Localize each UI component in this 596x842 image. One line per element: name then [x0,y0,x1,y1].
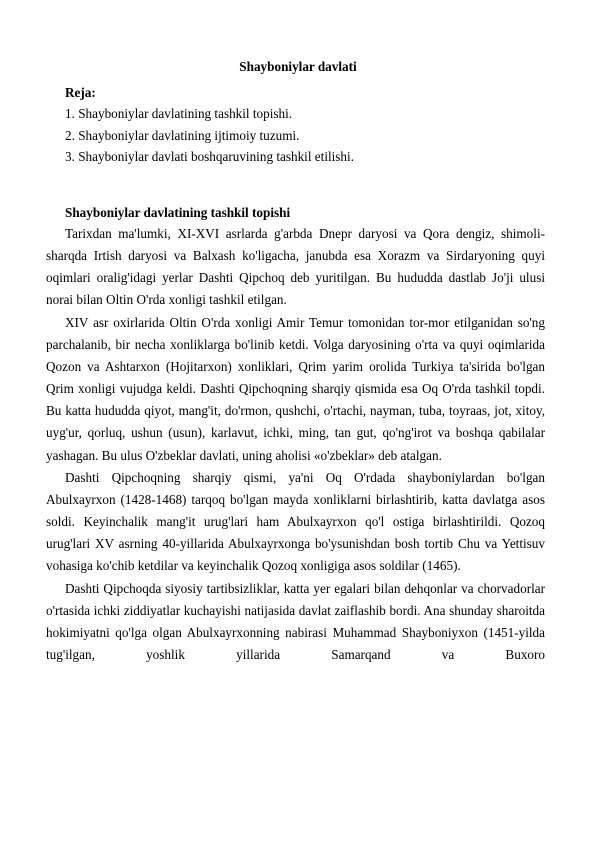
plan-item: 1. Shayboniylar davlatining tashkil topishi. [65,106,293,122]
plan-item: 2. Shayboniylar davlatining ijtimoiy tuzumi. [65,127,300,143]
document-title: Shayboniylar davlati [239,59,357,74]
plan-label: Reja: [65,85,96,100]
paragraph: Dashti Qipchoqda siyosiy tartibsizliklar, katta yer egalari bilan dehqonlar va chorvadorlar o'rtasida ichki ziddiyatlar kuchayishi natijasida davlat zaiflashib bordi. Ana shunday sharoitda hokimiyatni qo'lga olgan Abulxayrxonning nabirasi Muhammad Shayboniyxon (1451-yilda tug'ilgan, yoshlik yillarida Samarqand va Buxoro [46,580,545,662]
paragraph: XIV asr oxirlarida Oltin O'rda xonligi Amir Temur tomonidan tor-mor etilganidan so'ng parchalanib, bir necha xonliklarga bo'linib ketdi. Volga daryosining o'rta va quyi oqimlarida Qozon va Ashtarxon (Hojitarxon) xonliklari, Qrim yarim orolida Turkiya ta'sirida bo'lgan Qrim xonligi vujudga keldi. Dashti Qipchoqning sharqiy qismida esa Oq O'rda tashkil topdi. Bu katta hududda qiyot, mang'it, do'rmon, qushchi, o'rtachi, nayman, tuba, toyraas, jot, xitoy, uyg'ur, qorluq, ushun (usun), karlavut, ichki, ming, tan gut, qo'ng'irot va boshqa qabilalar yashagan. Bu ulus O'zbeklar davlati, uning aholisi «o'zbeklar» deb atalgan. [46,314,545,463]
plan-item: 3. Shayboniylar davlati boshqaruvining tashkil etilishi. [65,148,354,164]
paragraph: Dashti Qipchoqning sharqiy qismi, ya'ni Oq O'rdada shayboniylardan bo'lgan Abulxayrxon (1428-1468) tarqoq bo'lgan mayda xonliklarni birlashtirib, katta davlatga asos soldi. Keyinchalik mang'it urug'lari ham Abulxayrxon qo'l ostiga birlashtirildi. Qozoq urug'lari XV asrning 40-yillarida Abulxayrxonga bo'ysunishdan bosh tortib Chu va Yettisuv vohasiga ko'chib ketdilar va keyinchalik Qozoq xonligiga asos soldilar (1465). [46,469,545,574]
paragraph: Tarixdan ma'lumki, XI-XVI asrlarda g'arbda Dnepr daryosi va Qora dengiz, shimoli-sharqda Irtish daryosi va Balxash ko'ligacha, janubda esa Xorazm va Sirdaryoning quyi oqimlari oralig'idagi yerlar Dashti Qipchoq deb yuritilgan. Bu hududda dastlab Jo'ji ulusi norai bilan Oltin O'rda xonligi tashkil etilgan. [46,226,545,308]
plan-section [65,82,545,167]
section-heading: Shayboniylar davlatining tashkil topishi [65,205,291,220]
body-text [46,223,545,666]
